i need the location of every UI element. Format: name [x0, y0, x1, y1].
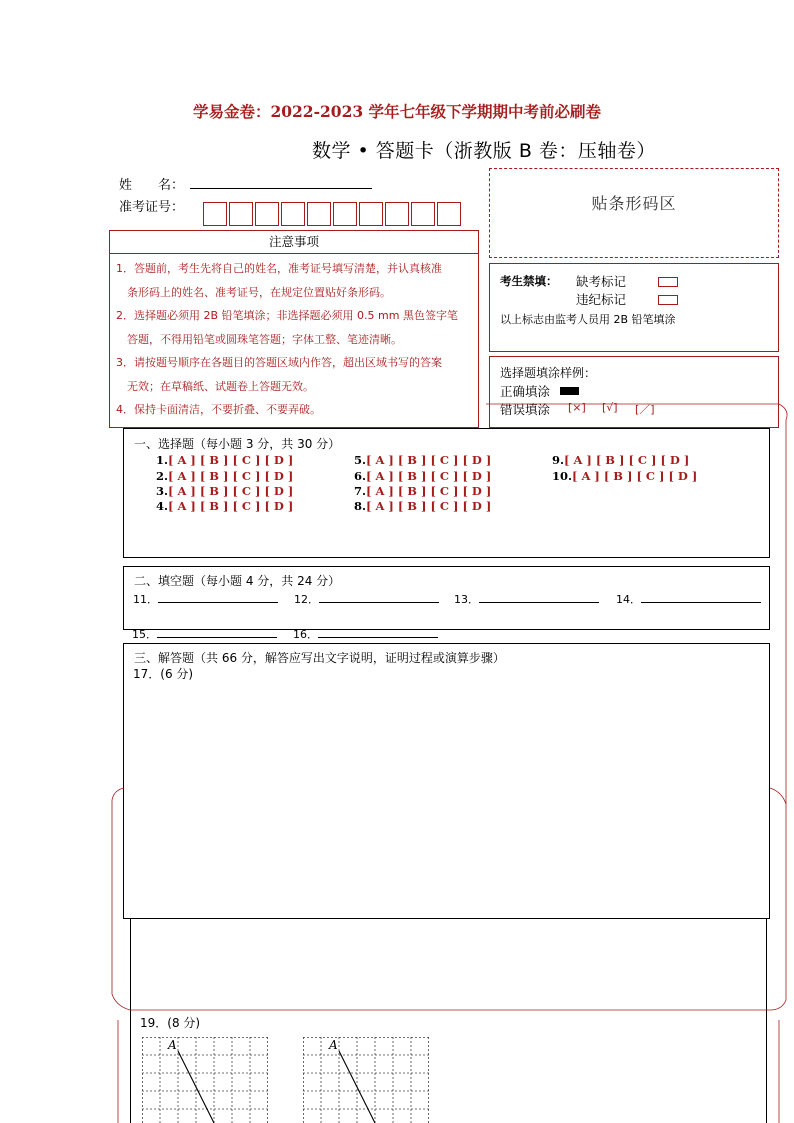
- fill-question[interactable]: 16．: [293, 626, 438, 642]
- absent-mark[interactable]: [658, 277, 678, 287]
- notice-line: 4．保持卡面清洁，不要折叠、不要弄破。: [116, 403, 321, 416]
- barcode-area: [489, 168, 779, 258]
- invigilator-box: [489, 263, 779, 352]
- id-boxes[interactable]: [203, 202, 473, 226]
- sample-title: 选择题填涂样例：: [500, 366, 597, 380]
- name-field[interactable]: [190, 188, 372, 189]
- choice-question[interactable]: 10.[ A ] [ B ] [ C ] [ D ]: [552, 469, 698, 483]
- wrong-mark-slash: [／]: [635, 403, 655, 416]
- notice-title: 注意事项: [110, 231, 478, 254]
- fill-question[interactable]: 14．: [616, 591, 761, 607]
- barcode-label: 贴条形码区: [591, 194, 677, 213]
- choice-question[interactable]: 7.[ A ] [ B ] [ C ] [ D ]: [354, 484, 492, 498]
- point-a-label: A: [329, 1038, 338, 1052]
- correct-label: 正确填涂: [500, 384, 551, 399]
- dot-grid-left: [142, 1037, 268, 1123]
- absent-label: 缺考标记: [576, 274, 627, 289]
- question-17-label: 17．(6 分): [133, 667, 194, 681]
- violation-label: 违纪标记: [576, 292, 627, 307]
- choice-question[interactable]: 1.[ A ] [ B ] [ C ] [ D ]: [156, 453, 294, 467]
- notice-line: 答题，不得用铅笔或圆珠笔答题；字体工整、笔迹清晰。: [116, 332, 402, 346]
- notice-line: 无效；在草稿纸、试题卷上答题无效。: [116, 379, 314, 393]
- choice-question[interactable]: 9.[ A ] [ B ] [ C ] [ D ]: [552, 453, 690, 467]
- name-label: 姓 名：: [119, 178, 185, 193]
- choice-question[interactable]: 3.[ A ] [ B ] [ C ] [ D ]: [156, 484, 294, 498]
- forbid-note: 以上标志由监考人员用 2B 铅笔填涂: [500, 313, 676, 326]
- notice-line: 条形码上的姓名、准考证号，在规定位置贴好条形码。: [116, 285, 391, 299]
- id-label: 准考证号：: [119, 200, 185, 215]
- fill-question[interactable]: 13．: [454, 591, 599, 607]
- violation-mark[interactable]: [658, 295, 678, 305]
- notice-line: 2．选择题必须用 2B 铅笔填涂；非选择题必须用 0.5 mm 黑色签字笔: [116, 309, 458, 322]
- answer-section[interactable]: [123, 643, 770, 919]
- forbid-label: 考生禁填：: [500, 274, 558, 288]
- dot-grid-right: [303, 1037, 429, 1123]
- correct-fill-mark: [560, 387, 579, 395]
- answer-sheet-title: 数学 • 答题卡（浙教版 B 卷：压轴卷）: [312, 140, 656, 162]
- choice-question[interactable]: 4.[ A ] [ B ] [ C ] [ D ]: [156, 499, 294, 513]
- fill-question[interactable]: 11．: [133, 591, 278, 607]
- notice-box: [109, 230, 479, 428]
- choice-question[interactable]: 5.[ A ] [ B ] [ C ] [ D ]: [354, 453, 492, 467]
- wrong-label: 错误填涂: [500, 402, 551, 417]
- choice-question[interactable]: 2.[ A ] [ B ] [ C ] [ D ]: [156, 469, 294, 483]
- notice-line: 1．答题前，考生先将自己的姓名，准考证号填写清楚，并认真核准: [116, 262, 442, 275]
- exam-series-title: 学易金卷：2022-2023 学年七年级下学期期中考前必刷卷: [192, 102, 602, 121]
- question-19-label: 19．(8 分): [140, 1016, 201, 1030]
- fill-question[interactable]: 12．: [294, 591, 439, 607]
- wrong-mark-check: [√]: [602, 401, 618, 414]
- fill-question[interactable]: 15．: [132, 626, 277, 642]
- answer-section-title: 三、解答题（共 66 分，解答应写出文字说明，证明过程或演算步骤）: [134, 651, 505, 665]
- wrong-mark-x: [×]: [568, 401, 586, 414]
- choice-section-title: 一、选择题（每小题 3 分，共 30 分）: [134, 437, 341, 451]
- choice-question[interactable]: 6.[ A ] [ B ] [ C ] [ D ]: [354, 469, 492, 483]
- fill-section-title: 二、填空题（每小题 4 分，共 24 分）: [134, 574, 341, 588]
- point-a-label: A: [168, 1038, 177, 1052]
- notice-line: 3．请按题号顺序在各题目的答题区域内作答，超出区域书写的答案: [116, 356, 442, 369]
- choice-section: [123, 428, 770, 558]
- choice-question[interactable]: 8.[ A ] [ B ] [ C ] [ D ]: [354, 499, 492, 513]
- fill-section: [123, 566, 770, 630]
- fill-sample-box: [489, 356, 779, 428]
